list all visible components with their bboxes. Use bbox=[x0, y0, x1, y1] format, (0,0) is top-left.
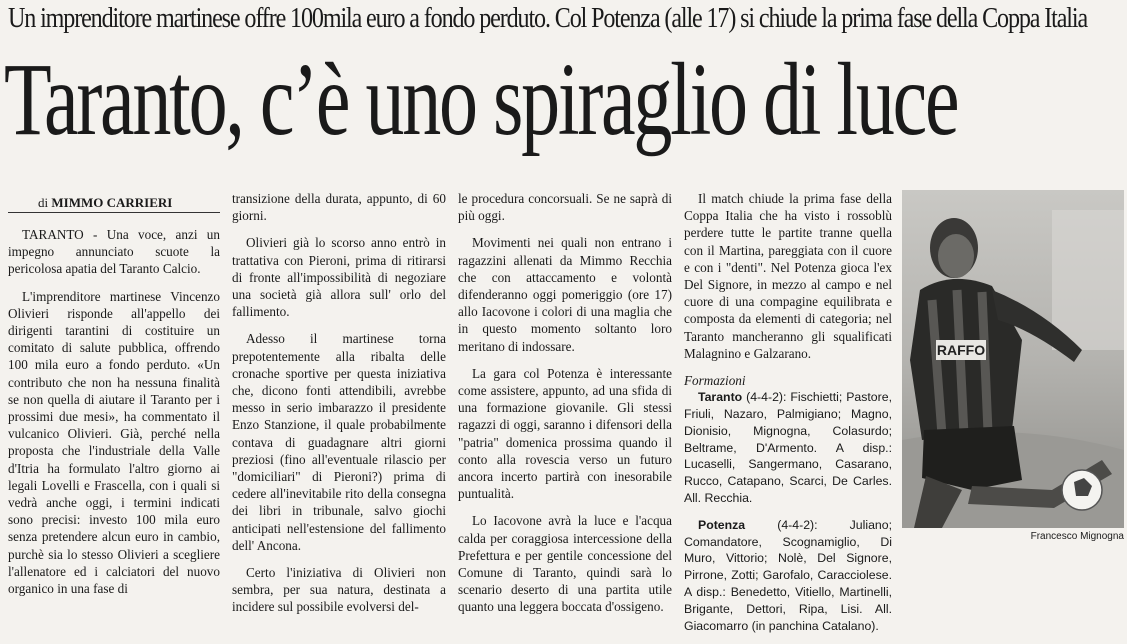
lineup-potenza bbox=[684, 517, 892, 635]
article-column-2 bbox=[232, 190, 446, 626]
lineup-taranto bbox=[684, 389, 892, 507]
photo-credit: Francesco Mignogna bbox=[1030, 531, 1124, 542]
paragraph: transizione della durata, appunto, di 60 giorni. bbox=[232, 191, 446, 224]
paragraph: Adesso il martinese torna prepotentemente alla ribalta delle cronache sportive per questa iniziativa che, dicono fonti attendibili, avrebbe messo in serio imbarazzo il presidente Enzo Stanzione, il quale probabilmente contava di guadagnare altri giorni preziosi (fino all'eventuale rilascio per "domiciliari" di Pieroni?) prima di cedere all'inevitabile rito della consegna dei libri in tribunale, salvo giochi anticipati nell'estensione del fallimento dell' Ancona. bbox=[232, 331, 446, 553]
paragraph: Certo l'iniziativa di Olivieri non sembra, per sua natura, destinata a incidere sul possibile evolversi del- bbox=[232, 565, 446, 615]
team-name-taranto: Taranto bbox=[698, 390, 743, 405]
paragraph: Olivieri già lo scorso anno entrò in trattativa con Pieroni, prima di ritirarsi di fronte all'impossibilità di negoziare una società già allora sull' orlo del fallimento. bbox=[232, 235, 446, 320]
byline-author: MIMMO CARRIERI bbox=[51, 195, 173, 210]
paragraph: TARANTO - Una voce, anzi un impegno annunciato scuote la pericolosa apatia del Taranto Calcio. bbox=[8, 227, 220, 277]
byline-prefix: di bbox=[38, 195, 49, 210]
player-photo bbox=[902, 190, 1124, 528]
paragraph: Il match chiude la prima fase della Coppa Italia che ha visto i rossoblù perdere tutte le partite tranne quella con il Martina, pareggiata con il cuore e con i "denti". Nel Potenza gioca l'ex Del Signore, in mezzo al campo e nel cuore di una compagine equilibrata e composta da elementi di categoria; nel Taranto mancheranno gli squalificati Malagnino e Galzarano. bbox=[684, 191, 892, 361]
kicker-subheadline: Un imprenditore martinese offre 100mila euro a fondo perduto. Col Potenza (alle 17) si chiude la prima fase della Coppa Italia bbox=[8, 3, 1088, 34]
paragraph: Movimenti nei quali non entrano i ragazzini allenati da Mimmo Recchia che con attaccamento e volontà difenderanno oggi pomeriggio (ore 17) allo Iacovone i colori di una maglia che in questo momento soltanto loro meritano di indossare. bbox=[458, 235, 672, 354]
jersey-sponsor-text: RAFFO bbox=[936, 342, 986, 358]
article-column-1 bbox=[8, 226, 220, 607]
formazioni-heading: Formazioni bbox=[684, 373, 746, 389]
article-column-3 bbox=[458, 190, 672, 626]
headline: Taranto, c’è uno spiraglio di luce bbox=[4, 42, 958, 157]
player-photo-illustration bbox=[902, 190, 1124, 528]
article-column-4 bbox=[684, 190, 892, 644]
paragraph: Lo Iacovone avrà la luce e l'acqua calda per coraggiosa intercessione della Prefettura e per gentile concessione del Comune di Taranto, quindi sarà lo scenario deserto di una partita utile quanto una leggera boccata d'ossigeno. bbox=[458, 513, 672, 615]
lineup-potenza-text: (4-4-2): Juliano; Comandatore, Scognamiglio, Di Muro, Vittorio; Nolè, Del Signore, Pirrone, Zotti; Garofalo, Caracciolese. A disp.: Benedetto, Vitiello, Martinelli, Brigante, Dettori, Ripa, Lisi. All. Giacomarro (in panchina Catalano). bbox=[684, 517, 892, 633]
paragraph: L'imprenditore martinese Vincenzo Olivieri risponde all'appello dei dirigenti tarantini di costituire un comitato di salute pubblica, offrendo 100 mila euro a fondo perduto. «Un contributo che non ha nessuna finalità se non quella di aiutare il Taranto per i prossimi due mesi», ha commentato il vulcanico Olivieri. Già, perché nella proposta che l'industriale della Valle d'Itria ha formulato l'altro giorno ai legali Lovelli e Frascella, con i quali si vedrà anche oggi, i termini indicati sono precisi: investo 100 mila euro senza pretendere alcun euro in cambio, purchè sia lo stesso Olivieri a scegliere l'allenatore ed i calciatori del nuovo organico in una fase di bbox=[8, 288, 220, 597]
paragraph: le procedura concorsuali. Se ne saprà di più oggi. bbox=[458, 191, 672, 224]
team-name-potenza: Potenza bbox=[698, 517, 746, 532]
byline bbox=[8, 194, 220, 213]
paragraph: La gara col Potenza è interessante come assistere, appunto, ad una sfida di una formazione giovanile. Gli stessi ragazzi di oggi, saranno i difensori della "patria" domenica prossima quando il conto alla rovescia verso un futuro ancora incerto partirà con inesorabile puntualità. bbox=[458, 365, 672, 502]
lineup-taranto-text: (4-4-2): Fischietti; Pastore, Friuli, Nazaro, Palmigiano; Magno, Dionisio, Mignogna, Colasurdo; Beltrame, D'Armento. A disp.: Lucaselli, Sangermano, Casarano, Rucco, Catapano, Scarci, De Carles. All. Recchia. bbox=[684, 390, 892, 506]
